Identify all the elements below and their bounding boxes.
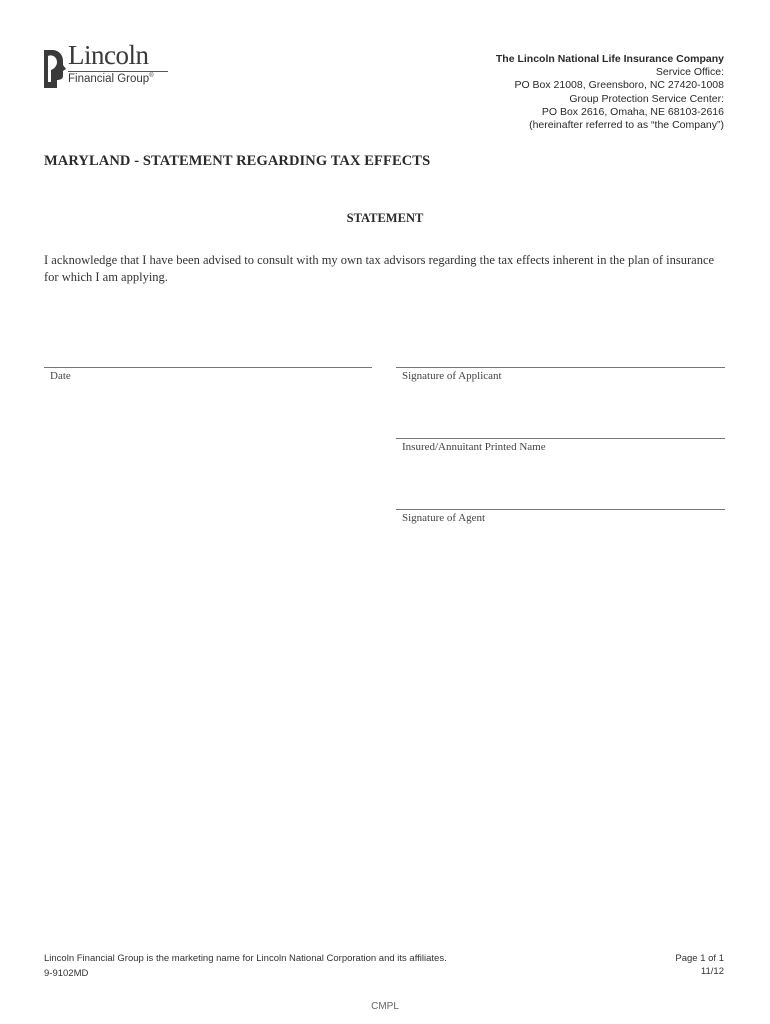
- agent-signature-label: Signature of Agent: [402, 512, 486, 524]
- group-center-address: PO Box 2616, Omaha, NE 68103-2616: [541, 105, 724, 118]
- service-office-label: Service Office:: [655, 66, 724, 79]
- agent-signature-line[interactable]: [396, 509, 725, 510]
- applicant-signature-line[interactable]: [396, 367, 725, 368]
- logo-divider: [68, 71, 168, 72]
- company-name: The Lincoln National Life Insurance Company: [495, 53, 724, 65]
- printed-name-label: Insured/Annuitant Printed Name: [402, 441, 546, 453]
- group-center-label: Group Protection Service Center:: [569, 92, 724, 105]
- printed-name-line[interactable]: [396, 438, 725, 439]
- form-date: 11/12: [700, 966, 724, 977]
- document-title: MARYLAND - STATEMENT REGARDING TAX EFFECTS: [44, 153, 431, 169]
- page-number: Page 1 of 1: [675, 953, 724, 964]
- logo-wordmark: Lincoln: [68, 40, 149, 70]
- statement-body: I acknowledge that I have been advised to consult with my own tax advisors regarding the tax effects inherent in the plan of insurance for which I am applying.: [44, 253, 715, 284]
- cmpl-code: CMPL: [371, 1001, 399, 1012]
- form-number: 9-9102MD: [44, 968, 89, 979]
- applicant-signature-label: Signature of Applicant: [402, 370, 502, 382]
- company-address-block: [496, 53, 724, 132]
- lincoln-profile-icon: [44, 48, 66, 88]
- date-label: Date: [50, 370, 71, 382]
- marketing-note: Lincoln Financial Group is the marketing name for Lincoln National Corporation and its affiliates.: [44, 953, 447, 964]
- footer-right: [675, 952, 724, 978]
- company-logo: [44, 40, 184, 90]
- logo-subtitle: Financial Group®: [68, 73, 154, 85]
- footer-left: [44, 951, 447, 981]
- date-line[interactable]: [44, 367, 372, 368]
- referred-as-note: (hereinafter referred to as “the Company”): [529, 119, 724, 132]
- service-office-address: PO Box 21008, Greensboro, NC 27420-1008: [514, 79, 724, 92]
- statement-heading: STATEMENT: [346, 211, 424, 225]
